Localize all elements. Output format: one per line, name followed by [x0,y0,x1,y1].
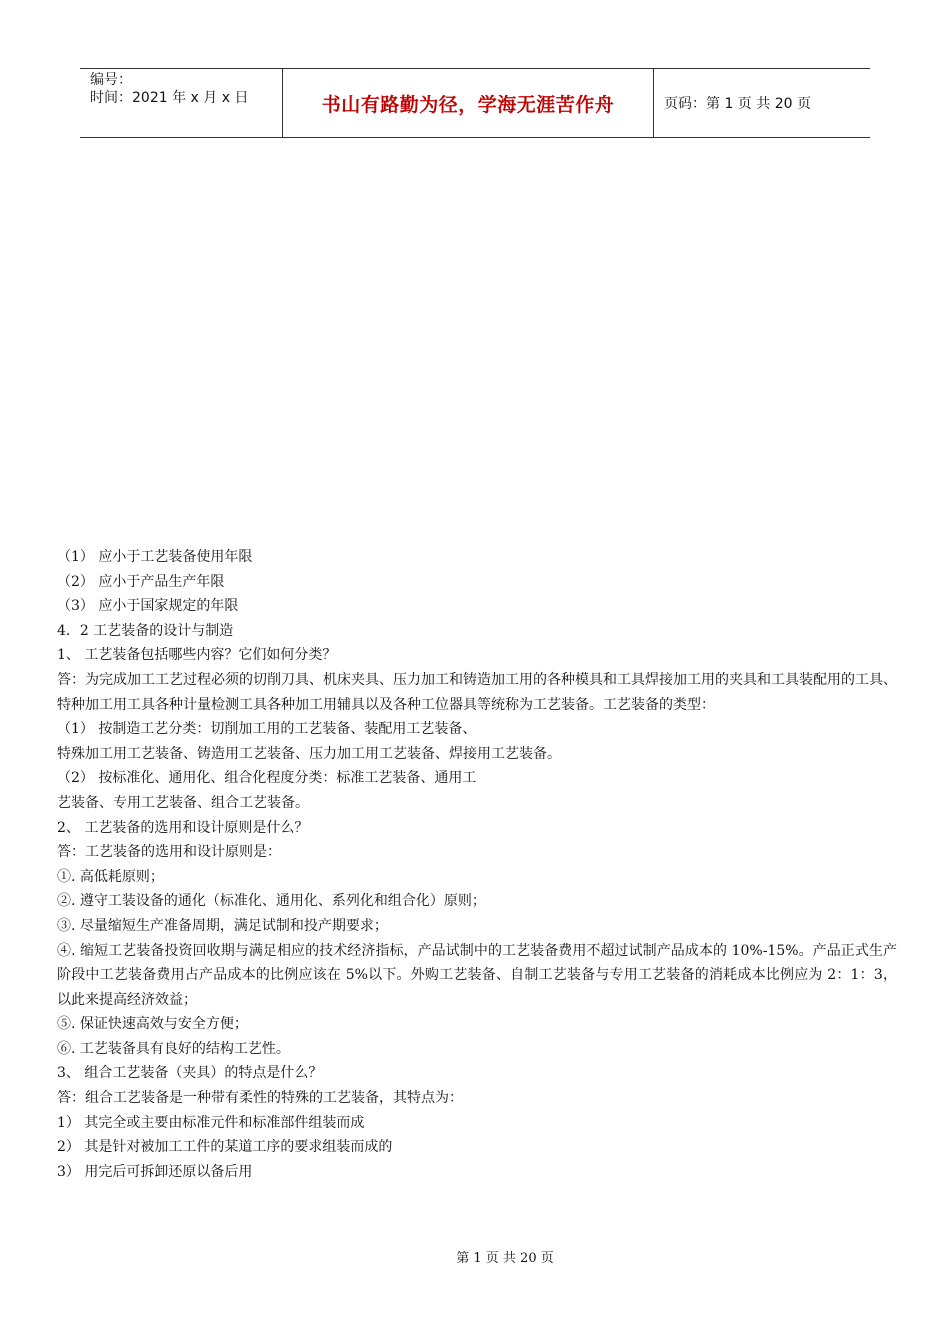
list-item: ①. 高低耗原则； [57,868,164,885]
body-line: （2） 应小于产品生产年限 [57,573,225,590]
list-item: 1） 其完全或主要由标准元件和标准部件组装而成 [57,1114,365,1131]
list-item: ⑥. 工艺装备具有良好的结构工艺性。 [57,1040,290,1057]
document-body [57,545,897,1184]
answer-line: 答：组合工艺装备是一种带有柔性的特殊的工艺装备，其特点为： [57,1090,463,1107]
body-line: （2） 按标准化、通用化、组合化程度分类：标准工艺装备、通用工 [57,770,477,787]
answer-line: 答：工艺装备的选用和设计原则是： [57,844,281,861]
question: 1、 工艺装备包括哪些内容？它们如何分类？ [57,647,337,664]
list-item: ⑤. 保证快速高效与安全方便； [57,1016,248,1033]
question: 3、 组合工艺装备（夹具）的特点是什么？ [57,1065,323,1082]
body-line: （1） 应小于工艺装备使用年限 [57,549,253,565]
header-page-number: 页码：第 1 页 共 20 页 [664,96,811,112]
list-item: 2） 其是针对被加工工件的某道工序的要求组装而成的 [57,1139,393,1156]
body-line: （3） 应小于国家规定的年限 [57,598,239,615]
page-footer: 第 1 页 共 20 页 [456,1251,554,1266]
list-item: ④. 缩短工艺装备投资回收期与满足相应的技术经济指标，产品试制中的工艺装备费用不超过试制产品成本的 10%-15%。产品正式生产阶段中工艺装备费用占产品成本的比例应该在 5%以下。外购工艺装备、自制工艺装备与专用工艺装备的消耗成本比例应为 2：1：3，以此来提高经济效益； [57,942,897,1008]
list-item: ②. 遵守工装设备的通化（标准化、通用化、系列化和组合化）原则； [57,893,486,910]
body-line: 艺装备、专用工艺装备、组合工艺装备。 [57,794,309,811]
question: 2、 工艺装备的选用和设计原则是什么？ [57,819,309,836]
date-label: 时间：2021 年 x 月 x 日 [90,90,249,106]
answer-paragraph: 答：为完成加工工艺过程必须的切削刀具、机床夹具、压力加工和铸造加工用的各种模具和工具焊接加工用的夹具和工具装配用的工具、特种加工用工具各种计量检测工具各种加工用辅具以及各种工位器具等统称为工艺装备。工艺装备的类型： [57,671,897,713]
list-item: ③. 尽量缩短生产准备周期，满足试制和投产期要求； [57,917,388,934]
body-line: （1） 按制造工艺分类：切削加工用的工艺装备、装配用工艺装备、 [57,721,477,738]
list-item: 3） 用完后可拆卸还原以备后用 [57,1163,253,1180]
header-meta [80,69,282,137]
section-heading: 4．2 工艺装备的设计与制造 [57,622,234,639]
header-motto: 书山有路勤为径，学海无涯苦作舟 [282,69,654,137]
body-line: 特殊加工用工艺装备、铸造用工艺装备、压力加工用工艺装备、焊接用工艺装备。 [57,745,561,762]
document-header [80,68,870,138]
number-label: 编号： [90,72,132,88]
